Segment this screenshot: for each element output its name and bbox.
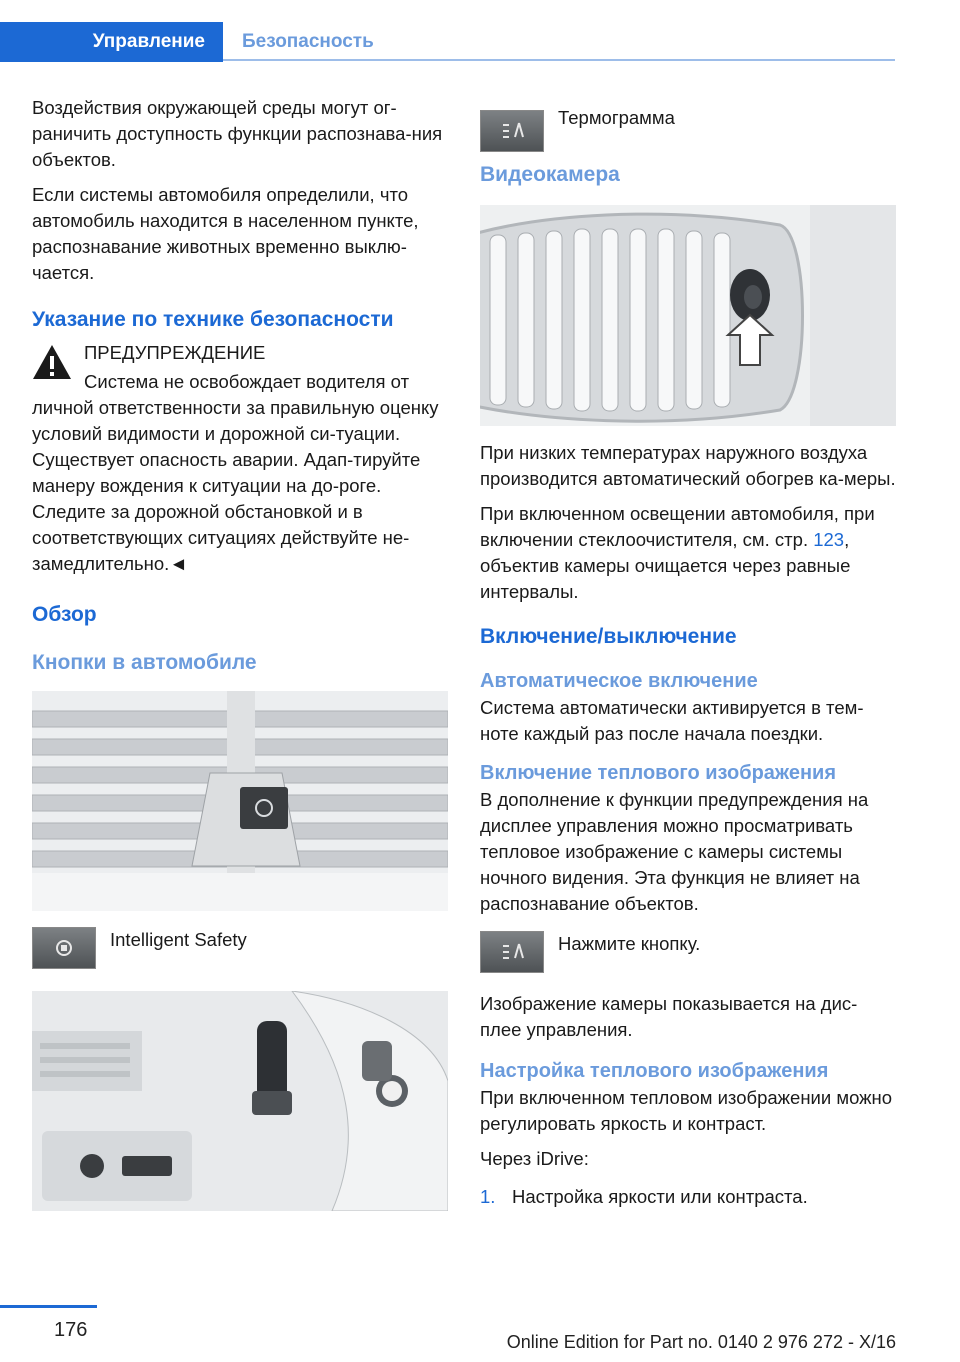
warning-block xyxy=(32,340,450,577)
right-column xyxy=(480,95,898,1210)
intelligent-safety-row xyxy=(32,927,450,971)
left-column xyxy=(32,95,450,1211)
thermal-on-heading: Включение теплового изображения xyxy=(480,762,836,784)
warning-title: ПРЕДУПРЕЖДЕНИЕ xyxy=(84,342,266,363)
via-idrive-label: Через iDrive: xyxy=(480,1148,589,1169)
interior-illustration xyxy=(32,991,448,1211)
thermal-config-heading: Настройка теплового изображения xyxy=(480,1060,829,1082)
header-divider xyxy=(223,59,895,61)
auto-on-heading: Автоматическое включение xyxy=(480,670,758,692)
intelligent-safety-button-icon xyxy=(32,927,96,969)
header-tab-safety[interactable]: Безопасность xyxy=(242,31,374,52)
buttons-heading: Кнопки в автомобиле xyxy=(32,651,257,674)
press-button-row xyxy=(480,931,898,977)
interior-photo xyxy=(32,991,448,1211)
grille-button-photo xyxy=(32,691,448,911)
paragraph-thermal-config: При включенном тепловом изображении можно регулировать яркость и контраст. xyxy=(480,1087,893,1134)
paragraph-camera-cleaning xyxy=(480,501,898,605)
warning-text: личной ответственности за правильную оценку условий видимости и дорожной си-туации. Существует опасность аварии. Адап-тируйте манеру вождения к ситуации на до-роге. Следите за дорожной обстановкой и в соответствующих ситуациях действуйте не-замедлительно.◄ xyxy=(32,397,439,574)
warning-triangle-icon xyxy=(32,344,72,380)
paragraph-camera-cleaning-post: , объектив камеры очищается через равные интервалы. xyxy=(480,529,851,602)
footer-edition: Online Edition for Part no. 0140 2 976 272 - X/16 xyxy=(506,1332,896,1352)
camera-photo xyxy=(480,205,896,426)
safety-heading: Указание по технике безопасности xyxy=(32,308,394,331)
intelligent-safety-label: Intelligent Safety xyxy=(110,929,247,950)
header-tab-controls[interactable] xyxy=(0,22,223,62)
step-list-item xyxy=(480,1184,898,1210)
step-text: Настройка яркости или контраста. xyxy=(512,1186,808,1207)
grille-illustration xyxy=(32,691,448,911)
overview-heading: Обзор xyxy=(32,603,97,626)
press-button-label: Нажмите кнопку. xyxy=(558,933,701,954)
page-link-123[interactable]: 123 xyxy=(813,529,845,550)
thermogram-row xyxy=(480,95,898,145)
paragraph-thermal-image: В дополнение к функции предупреждения на дисплее управления можно просматривать тепловое изображение с камеры системы ночного видения. Эта функция не влияет на распознавание объектов. xyxy=(480,789,869,914)
warning-first-line: Система не освобождает водителя от xyxy=(84,371,410,392)
night-vision-button-icon xyxy=(480,931,544,973)
paragraph-camera-cleaning-pre: При включенном освещении автомобиля, при включении стеклоочистителя, см. стр. xyxy=(480,503,875,550)
paragraph-auto-on: Система автоматически активируется в тем-ноте каждый раз после начала поездки. xyxy=(480,697,864,744)
step-number: 1. xyxy=(480,1186,496,1207)
onoff-heading: Включение/выключение xyxy=(480,625,737,648)
paragraph-camera-heating: При низких температурах наружного воздуха производится автоматический обогрев ка-меры. xyxy=(480,442,896,489)
page-number: 176 xyxy=(54,1319,88,1341)
paragraph-display: Изображение камеры показывается на дис-плее управления. xyxy=(480,993,858,1040)
camera-heading: Видеокамера xyxy=(480,163,620,186)
footer-accent-line xyxy=(0,1305,97,1308)
thermogram-label: Термограмма xyxy=(558,107,675,128)
paragraph-environment: Воздействия окружающей среды могут ог-раничить доступность функции распознава-ния объектов. xyxy=(32,97,443,170)
thermogram-button-icon xyxy=(480,110,544,152)
kidney-grille-illustration xyxy=(480,205,896,426)
header-tab-controls-label: Управление xyxy=(92,31,205,52)
paragraph-urban-detection: Если системы автомобиля определили, что автомобиль находится в населенном пункте, распознавание животных временно выклю-чается. xyxy=(32,184,419,283)
